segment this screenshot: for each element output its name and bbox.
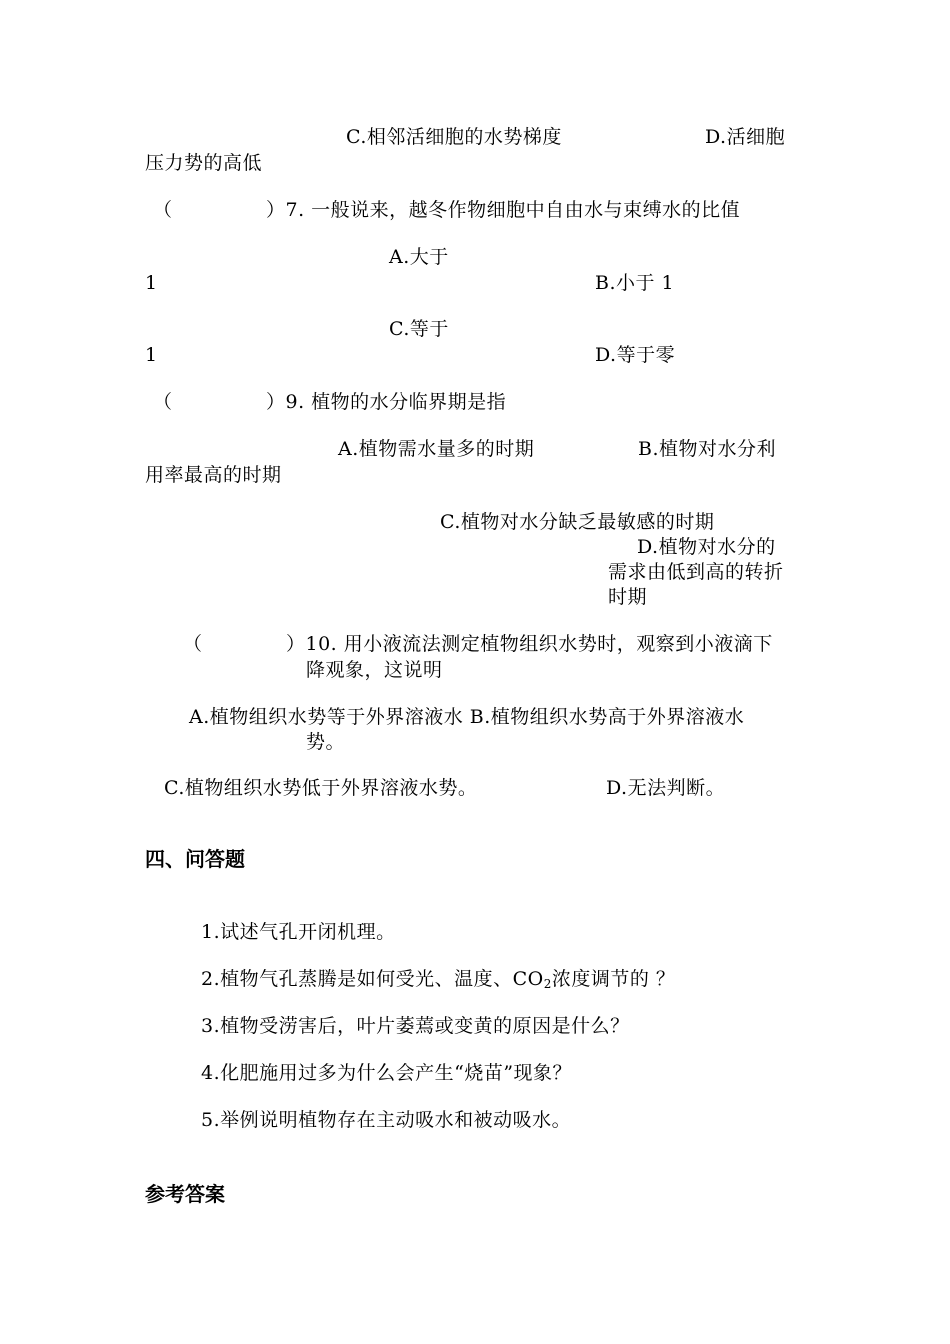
q9-option-b-continued: 用率最高的时期 <box>145 464 282 486</box>
q9-stem: ）9. 植物的水分临界期是指 <box>266 391 507 413</box>
q7-stem: ）7. 一般说来，越冬作物细胞中自由水与束缚水的比值 <box>266 199 741 221</box>
q9-option-d: D.植物对水分的 <box>637 536 776 558</box>
essay-question-2: 2.植物气孔蒸腾是如何受光、温度、$CO_2$浓度调节的 ？ <box>201 968 676 991</box>
q7-option-a-value: 1 <box>145 272 158 294</box>
q10-option-c: C.植物组织水势低于外界溶液水势。 <box>164 777 478 799</box>
section-heading: 四、问答题 <box>145 847 245 871</box>
essay-question-3: 3.植物受涝害后，叶片萎蔫或变黄的原因是什么？ <box>201 1015 630 1037</box>
essay-question-4: 4.化肥施用过多为什么会产生“烧苗”现象？ <box>201 1062 573 1084</box>
q9-option-d-line2: 需求由低到高的转折 <box>608 561 784 583</box>
q10-option-a-b: A.植物组织水势等于外界溶液水 B.植物组织水势高于外界溶液水 <box>189 706 745 728</box>
q9-option-c: C.植物对水分缺乏最敏感的时期 <box>440 511 715 533</box>
q7-option-c: C.等于 <box>389 318 449 340</box>
q7-option-c-value: 1 <box>145 344 158 366</box>
q10-stem-continued: 降观象，这说明 <box>306 659 443 681</box>
q9-answer-paren: （ <box>153 391 173 413</box>
q7-option-b: B.小于 1 <box>595 272 675 294</box>
q9-option-b: B.植物对水分利 <box>638 438 777 460</box>
essay-question-5: 5.举例说明植物存在主动吸水和被动吸水。 <box>201 1109 572 1131</box>
q6-option-c: C.相邻活细胞的水势梯度 <box>346 126 562 148</box>
q7-option-d: D.等于零 <box>595 344 676 366</box>
q9-option-a: A.植物需水量多的时期 <box>338 438 535 460</box>
q10-stem: ）10. 用小液流法测定植物组织水势时，观察到小液滴下 <box>286 633 773 655</box>
q7-option-a: A.大于 <box>389 246 449 268</box>
q10-option-b-continued: 势。 <box>306 731 346 753</box>
answers-heading: 参考答案 <box>145 1182 225 1206</box>
q6-option-d: D.活细胞 <box>705 126 786 148</box>
q10-answer-paren: （ <box>183 633 203 655</box>
q10-option-d: D.无法判断。 <box>606 777 726 799</box>
q7-answer-paren: （ <box>153 199 173 221</box>
q6-option-d-continued: 压力势的高低 <box>145 152 263 174</box>
q9-option-d-line3: 时期 <box>608 586 648 608</box>
essay-question-1: 1.试述气孔开闭机理。 <box>201 921 396 943</box>
